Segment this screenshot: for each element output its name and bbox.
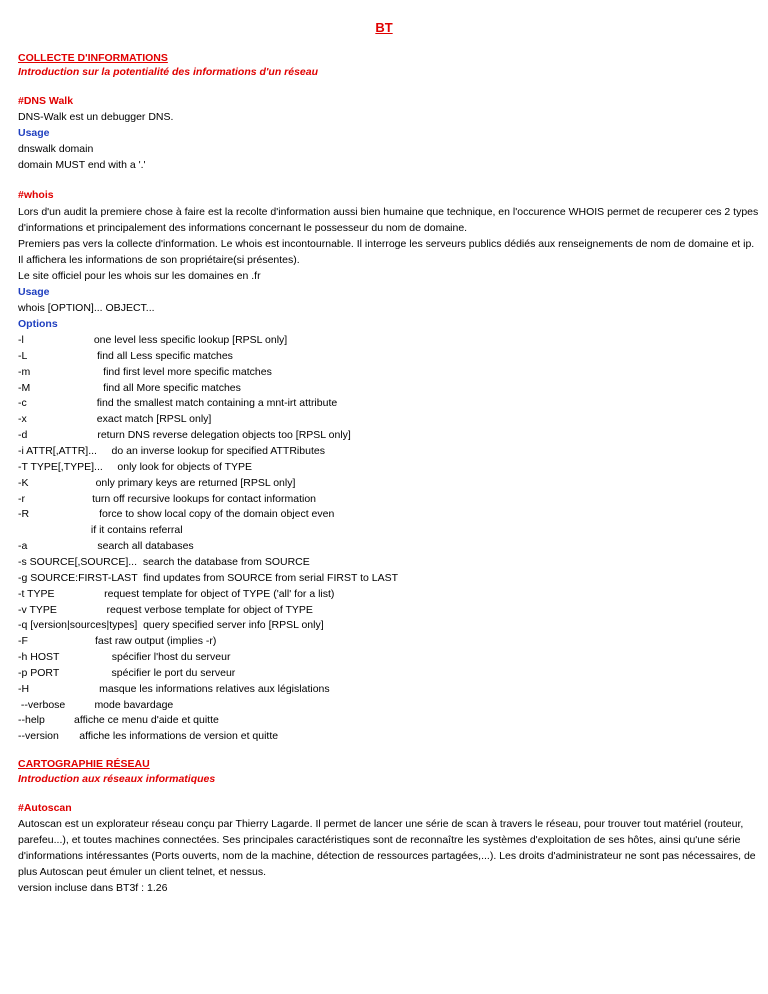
section-subtitle-collecte: Introduction sur la potentialité des informations d'un réseau [18, 66, 319, 78]
whois-paragraph-2: Premiers pas vers la collecte d'information. Le whois est incontournable. Il interroge les serveurs publics dédiés aux renseignements de nom de domaine et ip. [18, 238, 755, 250]
autoscan-paragraph-4: plus Autoscan peut émuler un client telnet, et nessus. [18, 866, 267, 878]
whois-option-line: -h HOST spécifier l'host du serveur [18, 651, 231, 663]
whois-option-line: -H masque les informations relatives aux législations [18, 682, 330, 695]
whois-option-line: -K only primary keys are returned [RPSL only] [18, 476, 296, 489]
whois-option-line: -x exact match [RPSL only] [18, 413, 212, 426]
whois-option-line: -L find all Less specific matches [18, 349, 233, 362]
section-heading-cartographie: CARTOGRAPHIE RÉSEAU [18, 758, 150, 770]
whois-option-line: -l one level less specific lookup [RPSL only] [18, 334, 288, 346]
whois-option-line: -d return DNS reverse delegation objects too [RPSL only] [18, 429, 351, 442]
whois-option-line: -c find the smallest match containing a mnt-irt attribute [18, 397, 338, 410]
dnswalk-description: DNS-Walk est un debugger DNS. [18, 111, 174, 123]
whois-options-label: Options [18, 318, 58, 330]
whois-option-line: -R force to show local copy of the domain object even [18, 508, 335, 521]
dnswalk-usage-label: Usage [18, 127, 50, 139]
dnswalk-heading: #DNS Walk [18, 95, 74, 107]
autoscan-paragraph-1: Autoscan est un explorateur réseau conçu par Thierry Lagarde. Il permet de lancer une série de scan à travers le réseau, pour trouver tout matériel (routeur, [18, 818, 744, 830]
whois-option-line: -a search all databases [18, 540, 194, 552]
whois-usage-label: Usage [18, 286, 50, 298]
autoscan-paragraph-3: d'informations intéressantes (Ports ouverts, nom de la machine, détection de ressources partagées,...). Les droits d'administrateur ne sont pas nécessaires, de [18, 850, 756, 862]
whois-option-line: -r turn off recursive lookups for contact information [18, 492, 317, 505]
whois-option-line: -q [version|sources|types] query specified server info [RPSL only] [18, 619, 324, 632]
whois-option-line: -g SOURCE:FIRST-LAST find updates from SOURCE from serial FIRST to LAST [18, 571, 399, 584]
whois-option-line: -i ATTR[,ATTR]... do an inverse lookup for specified ATTRibutes [18, 444, 325, 457]
whois-option-line: -M find all More specific matches [18, 381, 241, 394]
whois-option-line: -t TYPE request template for object of TYPE ('all' for a list) [18, 587, 335, 600]
whois-option-line: if it contains referral [18, 524, 183, 537]
whois-usage-command: whois [OPTION]... OBJECT... [18, 302, 155, 314]
whois-option-line: --version affiche les informations de version et quitte [18, 730, 279, 743]
whois-option-line: -F fast raw output (implies -r) [18, 635, 217, 648]
whois-heading: #whois [18, 189, 54, 201]
whois-paragraph-1a: Lors d'un audit la premiere chose à faire est la recolte d'information aussi bien humaine que technique, en l'occurence WHOIS permet de recuperer ces 2 types [18, 206, 759, 218]
whois-option-line: -m find first level more specific matches [18, 365, 272, 378]
autoscan-version: version incluse dans BT3f : 1.26 [18, 882, 168, 894]
section-subtitle-cartographie: Introduction aux réseaux informatiques [18, 773, 216, 785]
dnswalk-usage-note: domain MUST end with a '.' [18, 159, 146, 171]
whois-paragraph-4: Le site officiel pour les whois sur les domaines en .fr [18, 270, 261, 282]
whois-option-line: --verbose mode bavardage [18, 698, 174, 711]
whois-option-line: --help affiche ce menu d'aide et quitte [18, 714, 219, 727]
whois-option-line: -T TYPE[,TYPE]... only look for objects of TYPE [18, 460, 253, 473]
autoscan-paragraph-2: parefeu...), et toutes machines connectées. Ses principales caractéristiques sont de reconnaître les systèmes d'exploitation de ses hôtes, ainsi qu'une série [18, 834, 741, 846]
autoscan-heading: #Autoscan [18, 802, 72, 814]
whois-option-line: -v TYPE request verbose template for object of TYPE [18, 603, 313, 616]
section-heading-collecte: COLLECTE D'INFORMATIONS [18, 52, 168, 64]
whois-paragraph-3: Il affichera les informations de son propriétaire(si présentes). [18, 254, 300, 266]
whois-paragraph-1b: d'informations et principalement des informations concernant le possesseur du nom de domaine. [18, 222, 468, 234]
whois-option-line: -p PORT spécifier le port du serveur [18, 666, 236, 679]
whois-option-line: -s SOURCE[,SOURCE]... search the database from SOURCE [18, 555, 310, 568]
document-title: BT [375, 20, 393, 35]
dnswalk-usage-command: dnswalk domain [18, 143, 94, 155]
